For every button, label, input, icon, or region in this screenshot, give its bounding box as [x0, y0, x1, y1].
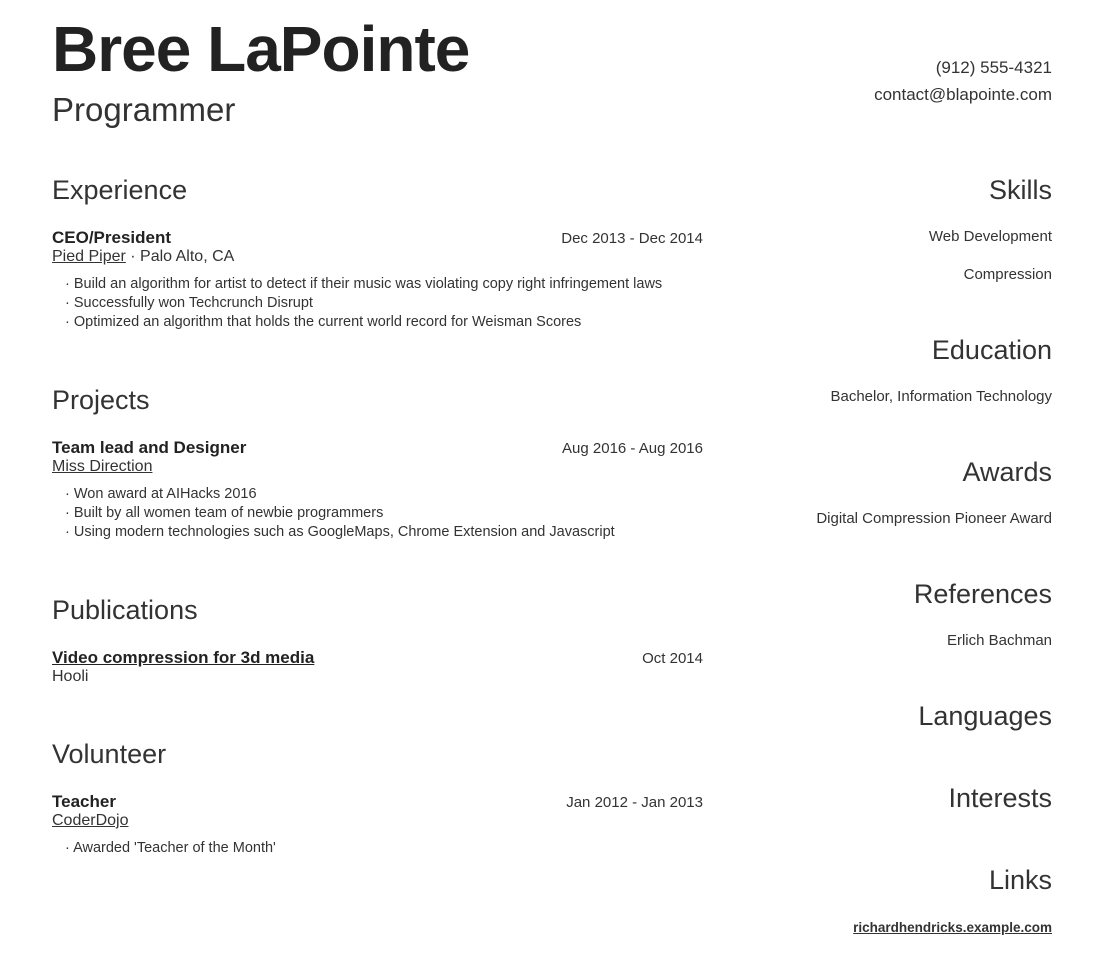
project-entry	[52, 438, 703, 542]
bullet-list	[52, 275, 703, 332]
bullet-list	[52, 485, 703, 542]
sidebar-section-references	[720, 580, 1052, 648]
section-heading-publications: Publications	[52, 595, 198, 625]
org-link[interactable]: CoderDojo	[52, 812, 129, 829]
sidebar-section-awards	[720, 458, 1052, 526]
sidebar-heading-interests: Interests	[948, 783, 1052, 813]
publication-title-link[interactable]: Video compression for 3d media	[52, 648, 315, 667]
section-heading-volunteer: Volunteer	[52, 739, 167, 769]
person-name: Bree LaPointe	[52, 13, 470, 85]
award-item: Digital Compression Pioneer Award	[816, 510, 1052, 527]
entry-dates: Dec 2013 - Dec 2014	[561, 230, 703, 247]
section-heading-projects: Projects	[52, 385, 150, 415]
entry-dates: Jan 2012 - Jan 2013	[566, 794, 703, 811]
publisher-name: Hooli	[52, 668, 89, 685]
entry-title: Team lead and Designer	[52, 438, 247, 457]
phone-number: (912) 555-4321	[935, 58, 1052, 77]
bullet-item: · Won award at AIHacks 2016	[65, 485, 703, 504]
sidebar-section-links	[720, 866, 1052, 937]
entry-org-line	[52, 458, 703, 476]
identity-block	[52, 14, 469, 128]
entry-head	[52, 648, 703, 667]
bullet-item: · Using modern technologies such as GoogleMaps, Chrome Extension and Javascript	[65, 523, 703, 542]
sidebar-heading-links: Links	[988, 865, 1052, 895]
bullet-item: · Optimized an algorithm that holds the current world record for Weisman Scores	[65, 313, 703, 332]
org-link[interactable]: Miss Direction	[52, 458, 153, 475]
publication-entry	[52, 648, 703, 686]
resume-header	[52, 14, 1052, 128]
sidebar-heading-references: References	[913, 579, 1052, 609]
sidebar-heading-skills: Skills	[988, 175, 1052, 205]
email-address: contact@blapointe.com	[874, 85, 1052, 104]
sidebar-heading-awards: Awards	[962, 457, 1052, 487]
bullet-item: · Build an algorithm for artist to detect if their music was violating copy right infringement laws	[65, 275, 703, 294]
entry-dates: Aug 2016 - Aug 2016	[562, 440, 703, 457]
sidebar-section-skills	[720, 176, 1052, 282]
bullet-list	[52, 839, 703, 858]
section-volunteer	[52, 740, 703, 858]
bullet-item: · Successfully won Techcrunch Disrupt	[65, 294, 703, 313]
sidebar-section-interests	[720, 784, 1052, 812]
experience-entry	[52, 228, 703, 332]
entry-head	[52, 792, 703, 811]
section-publications	[52, 596, 703, 686]
skill-item: Compression	[963, 266, 1052, 283]
sidebar-heading-languages: Languages	[918, 701, 1052, 731]
sidebar-section-languages	[720, 702, 1052, 730]
education-item: Bachelor, Information Technology	[830, 388, 1052, 405]
main-column	[52, 176, 703, 937]
entry-title: Teacher	[52, 792, 116, 811]
entry-org-line	[52, 812, 703, 830]
entry-dates: Oct 2014	[642, 650, 703, 667]
sidebar-heading-education: Education	[931, 335, 1052, 365]
entry-org-line	[52, 668, 703, 686]
reference-item: Erlich Bachman	[946, 632, 1052, 649]
entry-org-line	[52, 248, 703, 266]
entry-head	[52, 228, 703, 247]
section-projects	[52, 386, 703, 542]
volunteer-entry	[52, 792, 703, 858]
entry-title: CEO/President	[52, 228, 172, 247]
external-link[interactable]: richardhendricks.example.com	[853, 920, 1052, 935]
skill-item: Web Development	[928, 228, 1052, 245]
section-heading-experience: Experience	[52, 175, 188, 205]
entry-location: · Palo Alto, CA	[126, 248, 235, 265]
person-role: Programmer	[52, 91, 236, 128]
sidebar-column	[720, 176, 1052, 937]
org-link[interactable]: Pied Piper	[52, 248, 126, 265]
sidebar-section-education	[720, 336, 1052, 404]
bullet-item: · Built by all women team of newbie programmers	[65, 504, 703, 523]
contact-block	[874, 14, 1052, 108]
entry-head	[52, 438, 703, 457]
section-experience	[52, 176, 703, 332]
resume-body	[52, 176, 1052, 937]
bullet-item: · Awarded 'Teacher of the Month'	[65, 839, 703, 858]
